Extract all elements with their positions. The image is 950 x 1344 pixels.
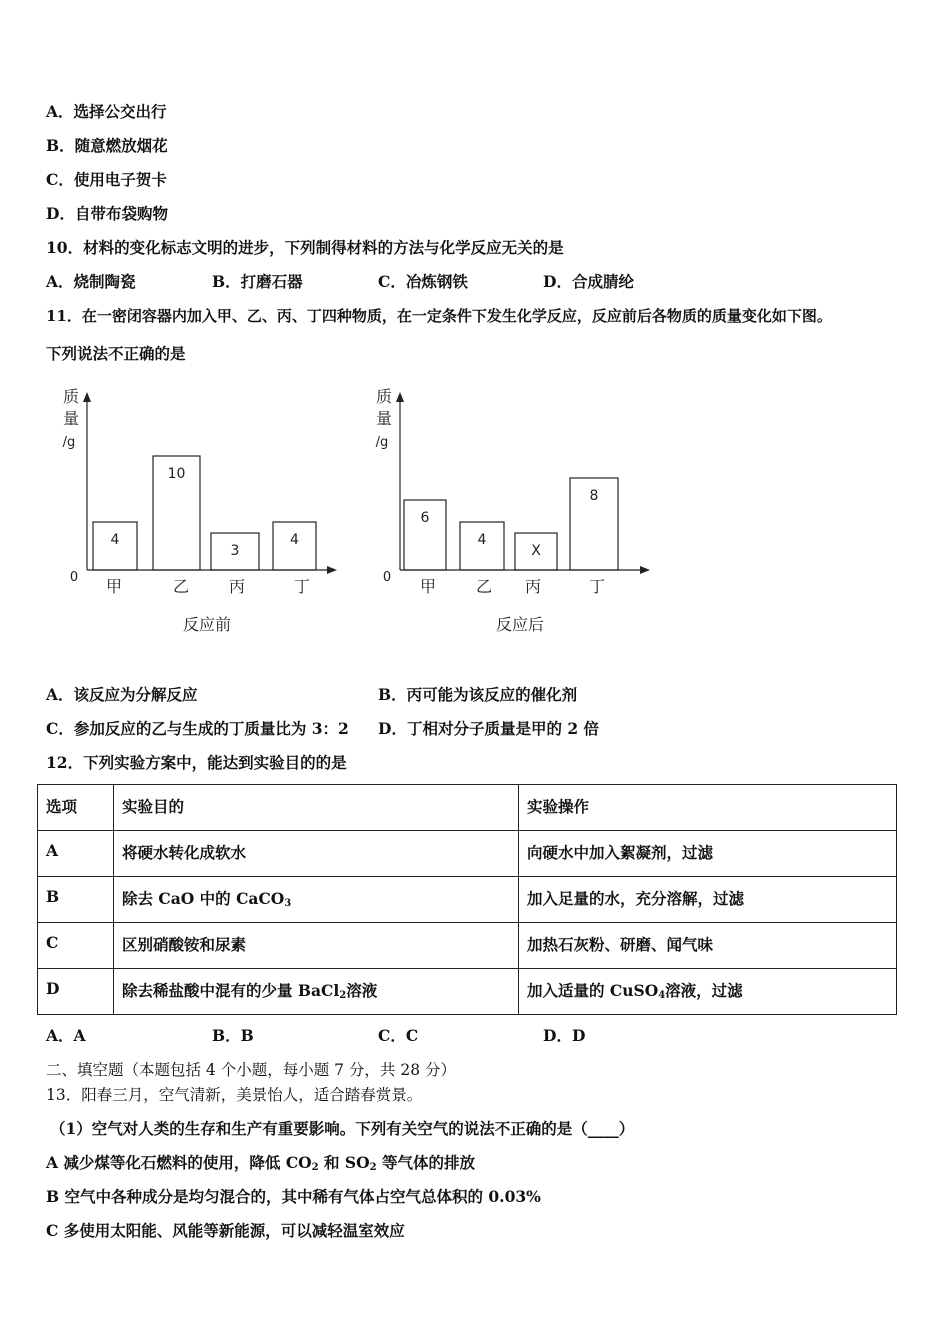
q11-stem-line2: 下列说法不正确的是: [46, 344, 186, 363]
row-aim: 将硬水转化成软水: [114, 831, 519, 877]
y-axis-label: /g: [375, 435, 389, 450]
q10-option-d: D．合成腈纶: [543, 272, 634, 291]
q9-option-a: A．选择公交出行: [46, 102, 167, 121]
q10-option-b: B．打磨石器: [212, 272, 303, 291]
row-operation: 加热石灰粉、研磨、闻气味: [519, 923, 897, 969]
q11-option-a: A．该反应为分解反应: [46, 685, 198, 704]
experiment-table: [37, 784, 897, 1015]
bar-value-label: 4: [110, 532, 120, 548]
row-aim: 区别硝酸铵和尿素: [114, 923, 519, 969]
y-axis-label: /g: [62, 435, 76, 450]
bar-value-label: X: [531, 543, 541, 559]
q11-option-b: B．丙可能为该反应的催化剂: [378, 685, 578, 704]
row-operation: 加入适量的 CuSO$_4$溶液，过滤: [519, 969, 897, 1015]
q13-option-a: A 减少煤等化石燃料的使用，降低 $CO_2$ 和 $SO_2$ 等气体的排放: [46, 1153, 476, 1173]
row-option: C: [38, 923, 114, 969]
q12-option-d: D．D: [543, 1026, 586, 1045]
category-label: 丁: [293, 577, 311, 596]
category-label: 甲: [419, 577, 437, 596]
chart-before: [55, 380, 355, 649]
row-aim: 除去 CaO 中的 CaCO$_3$: [114, 877, 519, 923]
category-label: 乙: [475, 577, 493, 596]
q9-option-c: C．使用电子贺卡: [46, 170, 167, 189]
q10-stem: 10．材料的变化标志文明的进步，下列制得材料的方法与化学反应无关的是: [46, 238, 564, 257]
row-option: B: [38, 877, 114, 923]
category-label: 甲: [105, 577, 123, 596]
category-label: 丙: [228, 577, 246, 596]
table-row: [38, 923, 897, 969]
q12-option-b: B．B: [212, 1026, 254, 1045]
x-axis-arrow-icon: [327, 566, 337, 574]
category-label: 乙: [172, 577, 190, 596]
y-axis-label: 量: [375, 409, 393, 428]
table-row: [38, 969, 897, 1015]
y-axis-label: 量: [62, 409, 80, 428]
q13-stem: 13．阳春三月，空气清新，美景怡人，适合踏春赏景。: [46, 1086, 423, 1104]
category-label: 丁: [588, 577, 606, 596]
chart-title: 反应后: [495, 615, 545, 634]
q10-option-c: C．冶炼钢铁: [378, 272, 468, 291]
bar-value-label: 8: [589, 488, 599, 504]
q12-option-c: C．C: [378, 1026, 419, 1045]
header-operation: 实验操作: [519, 785, 897, 831]
bar-value-label: 10: [167, 466, 186, 482]
chart-after-svg: [360, 380, 660, 645]
category-label: 丙: [524, 577, 542, 596]
q9-option-b: B．随意燃放烟花: [46, 136, 168, 155]
q12-option-a: A．A: [46, 1026, 86, 1045]
origin-label: 0: [69, 570, 79, 585]
q13-option-b: B 空气中各种成分是均匀混合的，其中稀有气体占空气总体积的 0.03%: [46, 1187, 541, 1206]
q12-stem: 12．下列实验方案中，能达到实验目的的是: [46, 753, 347, 772]
row-operation: 向硬水中加入絮凝剂，过滤: [519, 831, 897, 877]
chart-after: [360, 380, 660, 649]
q11-stem-line1: 11．在一密闭容器内加入甲、乙、丙、丁四种物质，在一定条件下发生化学反应，反应前后各物质的质量变化如下图。: [46, 307, 832, 325]
q11-option-c: C．参加反应的乙与生成的丁质量比为 3：2: [46, 719, 349, 738]
section-title: 二、填空题（本题包括 4 个小题，每小题 7 分，共 28 分）: [46, 1061, 457, 1079]
q13-option-c: C 多使用太阳能、风能等新能源，可以减轻温室效应: [46, 1221, 405, 1240]
table-row: [38, 877, 897, 923]
origin-label: 0: [382, 570, 392, 585]
x-axis-arrow-icon: [640, 566, 650, 574]
q10-option-a: A．烧制陶瓷: [46, 272, 136, 291]
bar-value-label: 3: [230, 543, 240, 559]
bar-value-label: 4: [477, 532, 487, 548]
y-axis-arrow-icon: [396, 392, 404, 402]
bar-value-label: 4: [290, 532, 299, 548]
y-axis-label: 质: [375, 387, 393, 406]
table-header-row: [38, 785, 897, 831]
chart-before-svg: [55, 380, 355, 645]
row-option: D: [38, 969, 114, 1015]
row-aim: 除去稀盐酸中混有的少量 BaCl$_2$溶液: [114, 969, 519, 1015]
y-axis-label: 质: [62, 387, 80, 406]
row-option: A: [38, 831, 114, 877]
q13-sub1: （1）空气对人类的生存和生产有重要影响。下列有关空气的说法不正确的是（____）: [50, 1119, 635, 1138]
y-axis-arrow-icon: [83, 392, 91, 402]
row-operation: 加入足量的水，充分溶解，过滤: [519, 877, 897, 923]
q11-option-d: D．丁相对分子质量是甲的 2 倍: [378, 719, 600, 738]
q9-option-d: D．自带布袋购物: [46, 204, 168, 223]
header-aim: 实验目的: [114, 785, 519, 831]
bar-value-label: 6: [420, 510, 430, 526]
table-row: [38, 831, 897, 877]
header-option: 选项: [38, 785, 114, 831]
chart-title: 反应前: [182, 615, 232, 634]
